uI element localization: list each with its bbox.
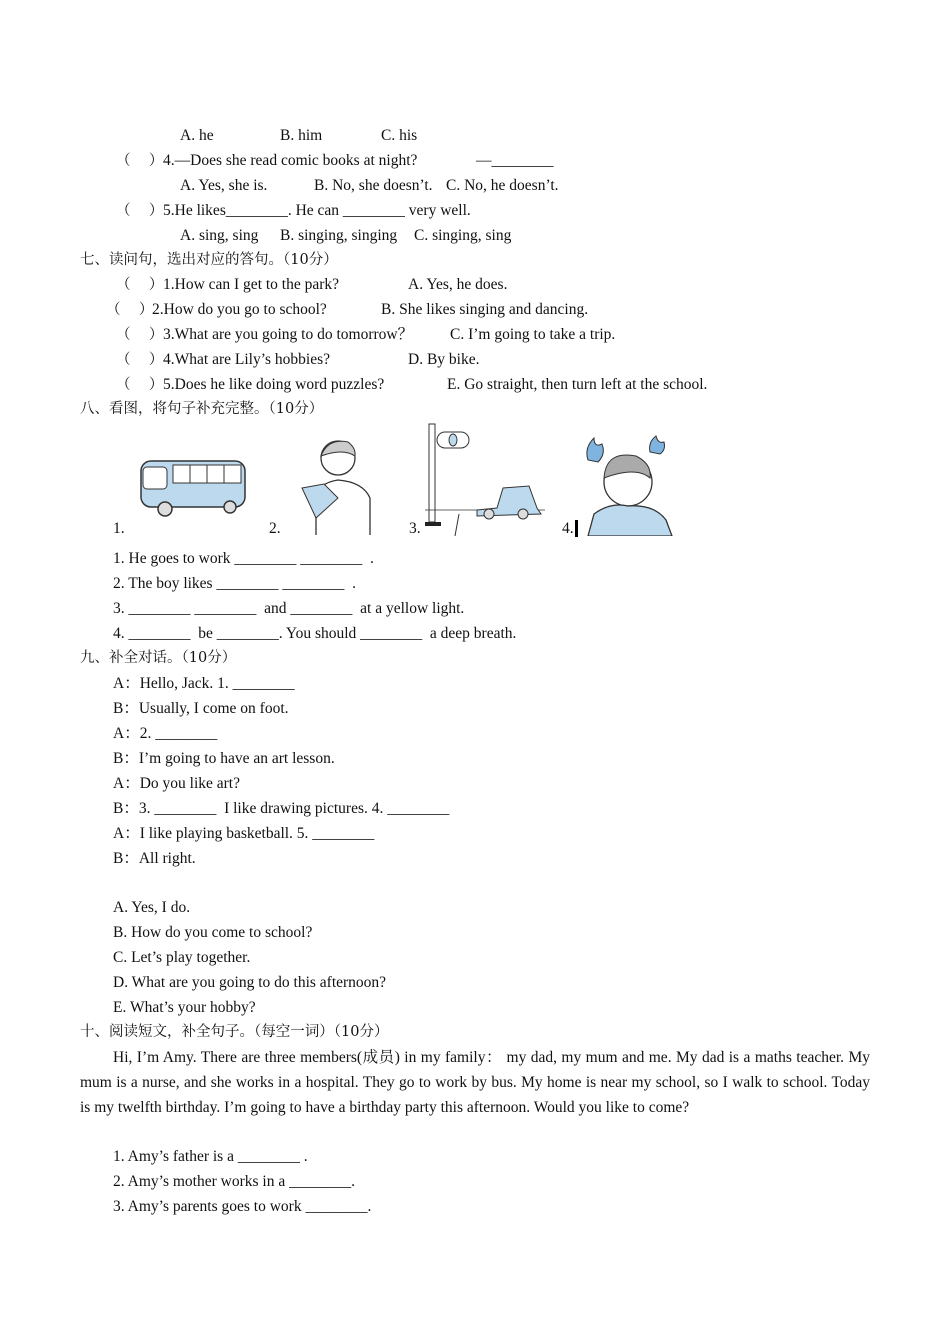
answer-bracket[interactable]: （ ）	[116, 352, 164, 368]
question-text: 4.What are Lily’s hobbies?	[163, 351, 331, 368]
answer-option: D. By bike.	[408, 351, 480, 368]
dialogue-option: E. What’s your hobby?	[113, 999, 256, 1016]
fill-sentence: 1. Amy’s father is a ________ .	[113, 1148, 308, 1165]
answer-bracket[interactable]: （ ）	[116, 327, 164, 343]
answer-bracket[interactable]: （ ）	[106, 302, 154, 318]
answer-option: A. Yes, he does.	[408, 276, 508, 293]
fill-sentence: 2. The boy likes ________ ________ .	[113, 575, 356, 592]
dialogue-line: A：I like playing basketball. 5. ________	[113, 825, 375, 842]
option: B. him	[280, 127, 323, 144]
question-text: 1.How can I get to the park?	[163, 276, 340, 293]
dialogue-option: A. Yes, I do.	[113, 899, 191, 916]
fill-sentence: 3. Amy’s parents goes to work ________.	[113, 1198, 372, 1215]
option: A. Yes, she is.	[180, 177, 268, 194]
option: A. sing, sing	[180, 227, 259, 244]
dialogue-option: B. How do you come to school?	[113, 924, 313, 941]
picture-label: 3.	[409, 520, 421, 537]
dialogue-line: A：Hello, Jack. 1. ________	[113, 675, 295, 692]
option: B. singing, singing	[280, 227, 398, 244]
answer-bracket[interactable]: （ ）	[116, 377, 164, 393]
fill-sentence: 3. ________ ________ and ________ at a yellow light.	[113, 600, 465, 617]
picture-label: 2.	[269, 520, 281, 537]
angry-boy-illustration	[580, 430, 685, 536]
answer-option: E. Go straight, then turn left at the school.	[447, 376, 708, 393]
section-heading: 十、阅读短文，补全句子。（每空一词）（10分）	[80, 1024, 389, 1040]
picture-label: 1.	[113, 520, 125, 537]
fill-sentence: 2. Amy’s mother works in a ________.	[113, 1173, 355, 1190]
question-text: 3.What are you going to do tomorrow？	[163, 326, 414, 343]
dialogue-option: C. Let’s play together.	[113, 949, 251, 966]
section-heading: 九、补全对话。（10分）	[80, 650, 237, 666]
option: A. he	[180, 127, 214, 144]
fill-sentence: 4. ________ be ________. You should ________ a deep breath.	[113, 625, 517, 642]
fill-sentence: 1. He goes to work ________ ________ .	[113, 550, 374, 567]
dialogue-line: B：3. ________ I like drawing pictures. 4. ________	[113, 800, 450, 817]
answer-option: B. She likes singing and dancing.	[381, 301, 589, 318]
option: C. No, he doesn’t.	[446, 177, 559, 194]
answer-bracket[interactable]: （ ）	[116, 203, 164, 219]
answer-blank: —________	[476, 152, 554, 169]
option: B. No, she doesn’t.	[314, 177, 433, 194]
bus-illustration	[135, 455, 250, 520]
dialogue-line: A：2. ________	[113, 725, 218, 742]
dialogue-line: B：Usually, I come on foot.	[113, 700, 289, 717]
traffic-light-car-illustration	[425, 422, 545, 536]
option: C. singing, sing	[414, 227, 512, 244]
section-heading: 八、看图，将句子补充完整。（10分）	[80, 401, 324, 417]
reading-passage: Hi, I’m Amy. There are three members(成员) in my family： my dad, my mum and me. My dad is a maths teacher. My mum is a nurse, and she works in a hospital. They go to work by bus. My home is near my school, so I walk to school. Today is my twelfth birthday. I’m going to have a birthday party this afternoon. Would you like to come?	[80, 1049, 870, 1116]
dialogue-line: B：All right.	[113, 850, 196, 867]
answer-bracket[interactable]: （ ）	[116, 153, 164, 169]
question-text: 4.—Does she read comic books at night?	[163, 152, 418, 169]
question-text: 5.He likes________. He can ________ very well.	[163, 202, 471, 219]
question-text: 5.Does he like doing word puzzles?	[163, 376, 385, 393]
option: C. his	[381, 127, 418, 144]
text-cursor	[575, 520, 578, 537]
answer-option: C. I’m going to take a trip.	[450, 326, 616, 343]
dialogue-option: D. What are you going to do this afternoon?	[113, 974, 387, 991]
dialogue-line: A：Do you like art?	[113, 775, 240, 792]
picture-label: 4.	[562, 520, 574, 537]
question-text: 2.How do you go to school?	[152, 301, 327, 318]
section-heading: 七、读问句，选出对应的答句。（10分）	[80, 252, 338, 268]
dialogue-line: B：I’m going to have an art lesson.	[113, 750, 335, 767]
answer-bracket[interactable]: （ ）	[116, 277, 164, 293]
boy-reading-illustration	[298, 438, 378, 536]
